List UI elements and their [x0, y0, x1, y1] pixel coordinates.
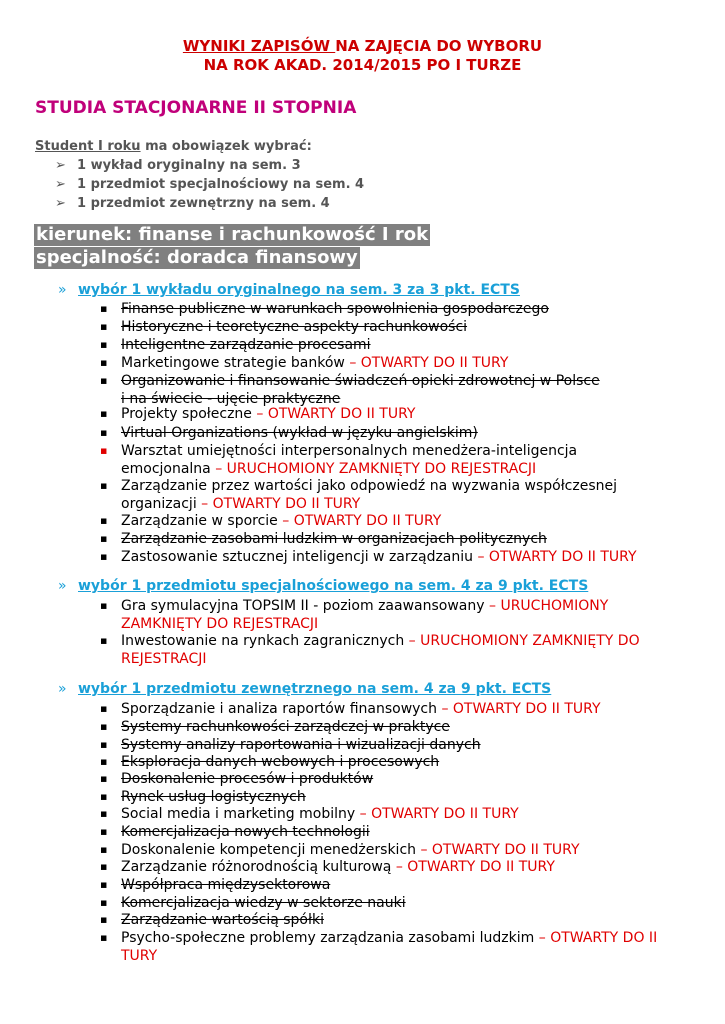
bullet-icon: ▪ — [100, 426, 108, 439]
course-name: Rynek usług logistycznych — [121, 789, 306, 805]
item-text — [121, 300, 549, 318]
item-text — [121, 858, 555, 876]
bullet-icon: ▪ — [100, 444, 108, 457]
item-text — [121, 336, 371, 354]
bullet-icon: ▪ — [100, 356, 108, 369]
status-label-continued: TURY — [121, 948, 158, 964]
status-label: – URUCHOMIONY — [484, 598, 609, 614]
section-marker-icon: » — [58, 681, 67, 697]
item-text-continued — [121, 650, 207, 668]
status-label-continued: ZAMKNIĘTY DO REJESTRACJI — [121, 616, 319, 632]
course-name: Social media i marketing mobilny — [121, 806, 356, 822]
bullet-icon: ▪ — [100, 532, 108, 545]
course-name: Doskonalenie kompetencji menedżerskich — [121, 842, 417, 858]
course-name: Zarządzanie zasobami ludzkim w organizacjach politycznych — [121, 531, 547, 547]
course-name-continued: organizacji — [121, 496, 197, 512]
status-label: – OTWARTY DO II TURY — [437, 701, 601, 717]
course-name: Zarządzanie w sporcie — [121, 513, 278, 529]
status-label: – OTWARTY DO II TURY — [355, 806, 519, 822]
arrow-icon: ➢ — [55, 158, 66, 173]
section-marker-icon: » — [58, 282, 67, 298]
item-text — [121, 805, 519, 823]
course-name: Marketingowe strategie banków — [121, 355, 345, 371]
course-name: Zarządzanie wartością spółki — [121, 912, 324, 928]
course-name-continued: emocjonalna — [121, 461, 211, 477]
course-name: Virtual Organizations (wykład w języku angielskim) — [121, 425, 478, 441]
section-heading-text: wybór 1 wykładu oryginalnego na sem. 3 za 3 pkt. ECTS — [78, 282, 520, 298]
section-marker-icon: » — [58, 578, 67, 594]
title-rest: NA ZAJĘCIA DO WYBORU — [335, 37, 543, 55]
bullet-icon: ▪ — [100, 913, 108, 926]
course-name: Komercjalizacja nowych technologii — [121, 824, 370, 840]
item-text — [121, 894, 406, 912]
bullet-icon: ▪ — [100, 843, 108, 856]
item-text — [121, 876, 330, 894]
bullet-icon: ▪ — [100, 755, 108, 768]
course-name: Systemy rachunkowości zarządczej w praktyce — [121, 719, 450, 735]
title-line-2: NA ROK AKAD. 2014/2015 PO I TURZE — [203, 56, 522, 74]
bullet-icon: ▪ — [100, 702, 108, 715]
kierunek-label: kierunek: finanse i rachunkowość I rok — [36, 224, 429, 245]
course-name: Gra symulacyjna TOPSIM II - poziom zaawansowany — [121, 598, 485, 614]
item-text — [121, 911, 324, 929]
item-text — [121, 477, 617, 495]
course-name: Projekty społeczne — [121, 406, 252, 422]
item-text-continued — [121, 615, 318, 633]
section-heading — [58, 282, 520, 298]
item-text — [121, 770, 373, 788]
item-text-continued — [121, 460, 536, 478]
bullet-icon: ▪ — [100, 772, 108, 785]
bullet-icon: ▪ — [100, 790, 108, 803]
bullet-icon: ▪ — [100, 825, 108, 838]
item-text — [121, 424, 478, 442]
status-label: – OTWARTY DO II TURY — [473, 549, 637, 565]
section-heading — [58, 681, 551, 697]
bullet-icon: ▪ — [100, 738, 108, 751]
status-label: – OTWARTY DO II TURY — [416, 842, 580, 858]
status-label: – OTWARTY DO II — [534, 930, 658, 946]
bullet-icon: ▪ — [100, 407, 108, 420]
course-name: Zarządzanie różnorodnością kulturową — [121, 859, 392, 875]
bullet-icon: ▪ — [100, 550, 108, 563]
item-text — [121, 632, 640, 650]
course-name: Historyczne i teoretyczne aspekty rachunkowości — [121, 319, 468, 335]
item-text — [121, 823, 370, 841]
course-name: Komercjalizacja wiedzy w sektorze nauki — [121, 895, 406, 911]
bullet-icon: ▪ — [100, 720, 108, 733]
section-heading-text: wybór 1 przedmiotu specjalnościowego na sem. 4 za 9 pkt. ECTS — [78, 578, 589, 594]
course-name: Systemy analizy raportowania i wizualizacji danych — [121, 737, 481, 753]
item-text — [121, 718, 450, 736]
item-text — [121, 442, 577, 460]
item-text-continued — [121, 495, 360, 513]
status-label: – OTWARTY DO II TURY — [344, 355, 509, 371]
bullet-icon: ▪ — [100, 338, 108, 351]
status-label-continued: REJESTRACJI — [121, 651, 207, 667]
bullet-icon: ▪ — [100, 599, 108, 612]
course-name: Organizowanie i finansowanie świadczeń opieki zdrowotnej w Polsce — [121, 373, 600, 389]
status-label: – OTWARTY DO II TURY — [196, 496, 361, 512]
status-label: – OTWARTY DO II TURY — [391, 859, 555, 875]
course-name: Psycho-społeczne problemy zarządzania zasobami ludzkim — [121, 930, 535, 946]
arrow-icon: ➢ — [55, 196, 66, 211]
section-heading-text: wybór 1 przedmiotu zewnętrznego na sem. 4 za 9 pkt. ECTS — [78, 681, 552, 697]
course-name: Inwestowanie na rynkach zagranicznych — [121, 633, 405, 649]
bullet-icon: ▪ — [100, 860, 108, 873]
item-text — [121, 372, 600, 390]
status-label: – URUCHOMIONY ZAMKNIĘTY DO — [404, 633, 640, 649]
status-label: – URUCHOMIONY ZAMKNIĘTY DO REJESTRACJI — [210, 461, 537, 477]
item-text — [121, 548, 637, 566]
intro-text — [35, 139, 312, 154]
title-line-1 — [0, 37, 725, 56]
bullet-icon: ▪ — [100, 931, 108, 944]
bullet-icon: ▪ — [100, 896, 108, 909]
course-name: Doskonalenie procesów i produktów — [121, 771, 374, 787]
intro-rest: ma obowiązek wybrać: — [140, 139, 312, 154]
status-label: – OTWARTY DO II TURY — [277, 513, 442, 529]
item-text — [121, 405, 415, 423]
requirement: ➢ 1 wykład oryginalny na sem. 3 — [55, 158, 301, 173]
arrow-icon: ➢ — [55, 177, 66, 192]
course-name-continued: i na świecie - ujęcie praktyczne — [121, 391, 341, 407]
intro-underlined: Student I roku — [35, 139, 141, 154]
specjalnosc-label: specjalność: doradca finansowy — [36, 247, 358, 268]
item-text — [121, 753, 439, 771]
requirement: ➢ 1 przedmiot zewnętrzny na sem. 4 — [55, 196, 330, 211]
requirement: ➢ 1 przedmiot specjalnościowy na sem. 4 — [55, 177, 365, 192]
bullet-icon: ▪ — [100, 514, 108, 527]
title-underlined: WYNIKI ZAPISÓW — [182, 37, 336, 55]
item-text — [121, 841, 580, 859]
item-text — [121, 354, 508, 372]
bullet-icon: ▪ — [100, 807, 108, 820]
item-text — [121, 530, 547, 548]
course-name: Współpraca międzysektorowa — [121, 877, 331, 893]
section-heading — [58, 578, 588, 594]
status-label: – OTWARTY DO II TURY — [251, 406, 416, 422]
course-name: Zastosowanie sztucznej inteligencji w zarządzaniu — [121, 549, 474, 565]
bullet-icon: ▪ — [100, 302, 108, 315]
item-text — [121, 700, 601, 718]
item-text — [121, 929, 657, 947]
studia-heading: STUDIA STACJONARNE II STOPNIA — [35, 98, 357, 118]
course-name: Inteligentne zarządzanie procesami — [121, 337, 371, 353]
course-name: Sporządzanie i analiza raportów finansowych — [121, 701, 437, 717]
item-text — [121, 512, 441, 530]
item-text — [121, 736, 481, 754]
bullet-icon: ▪ — [100, 878, 108, 891]
course-name: Eksploracja danych webowych i procesowych — [121, 754, 440, 770]
item-text-continued — [121, 947, 157, 965]
bullet-icon: ▪ — [100, 320, 108, 333]
course-name: Finanse publiczne w warunkach spowolnienia gospodarczego — [121, 301, 549, 317]
item-text — [121, 597, 608, 615]
bullet-icon: ▪ — [100, 374, 108, 387]
course-name: Zarządzanie przez wartości jako odpowiedź na wyzwania współczesnej — [121, 478, 618, 494]
course-name: Warsztat umiejętności interpersonalnych menedżera-inteligencja — [121, 443, 578, 459]
bullet-icon: ▪ — [100, 479, 108, 492]
item-text — [121, 788, 306, 806]
bullet-icon: ▪ — [100, 634, 108, 647]
item-text — [121, 318, 467, 336]
